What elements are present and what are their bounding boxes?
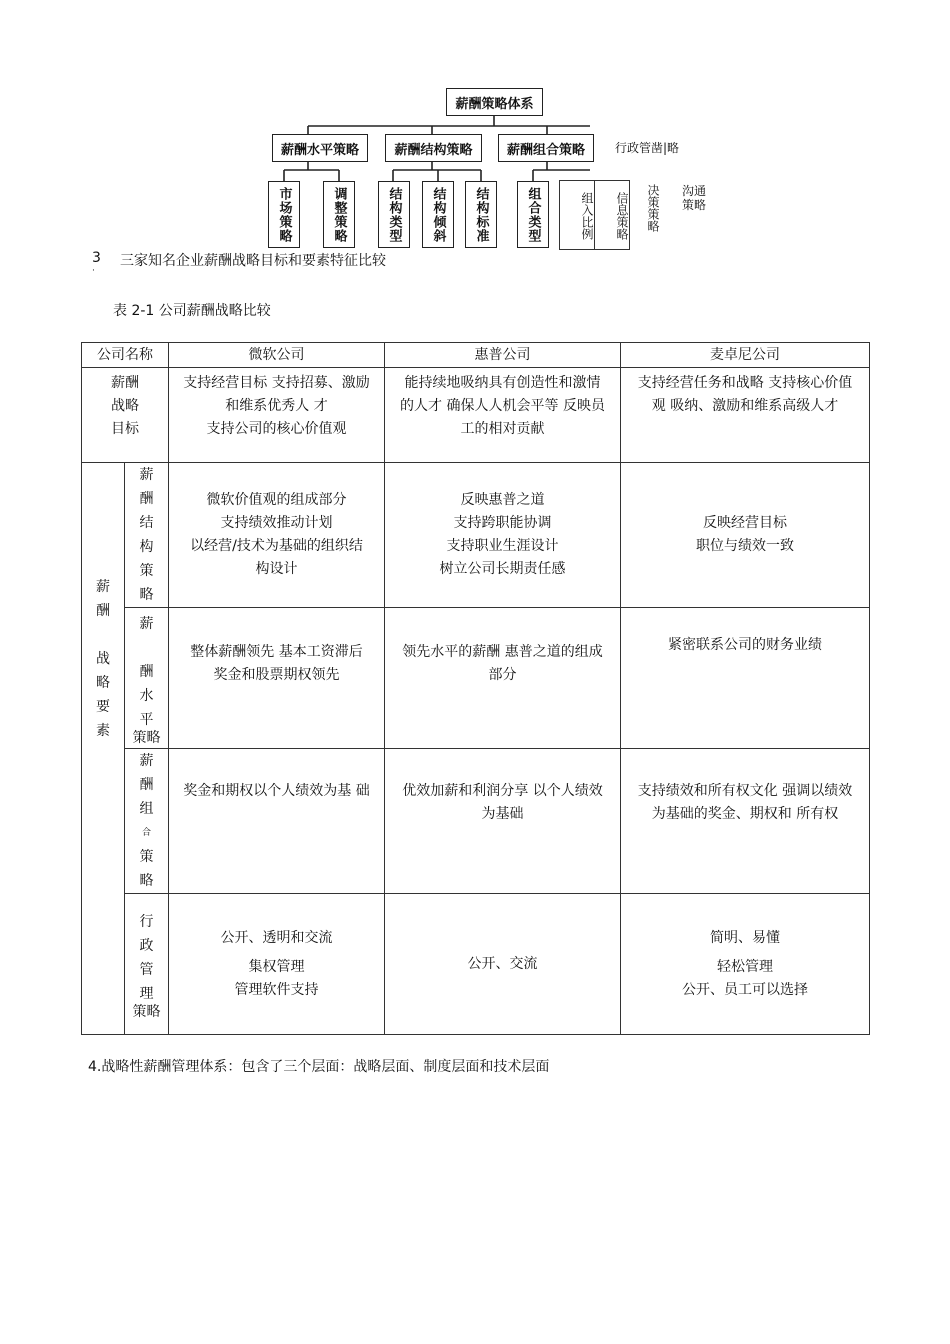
leaf-decision-strategy: 决策策略 — [646, 184, 660, 232]
root-node: 薪酬策略体系 — [446, 88, 543, 116]
cell-line: 支持经营目标 支持招募、激励 — [183, 375, 370, 391]
combo-cell-mckinsey — [621, 749, 870, 894]
admin-cell-mckinsey — [621, 894, 870, 1035]
level-cell-mckinsey — [621, 608, 870, 749]
goal-cell-microsoft — [169, 368, 385, 463]
elements-char: 酬 — [96, 602, 110, 619]
sub-char: 酬 — [139, 663, 154, 680]
cell-line: 为基础 — [481, 806, 524, 822]
level-cell-hp — [385, 608, 621, 749]
cell-line: 优效加薪和利润分享 以个人绩效 — [402, 783, 603, 799]
cell-line: 微软价值观的组成部分 — [206, 492, 347, 508]
cell-line: 观 吸纳、激励和维系高级人才 — [651, 398, 839, 414]
sub-char: 酬 — [139, 491, 154, 507]
combo-row — [82, 749, 870, 894]
goal-cell-mckinsey — [621, 368, 870, 463]
cell-line: 轻松管理 — [717, 958, 773, 975]
cell-line: 紧密联系公司的财务业绩 — [668, 637, 822, 653]
structure-cell-hp — [385, 463, 621, 608]
cell-line: 职位与绩效一致 — [696, 538, 794, 554]
admin-sub-label — [125, 894, 169, 1035]
goal-cell-hp — [385, 368, 621, 463]
sub-char: 结 — [139, 515, 154, 531]
sub-char: 合 — [141, 828, 151, 838]
level-row — [82, 608, 870, 749]
elements-char: 战 — [96, 650, 110, 667]
sub-char: 构 — [139, 539, 154, 555]
cell-line: 公开、员工可以选择 — [682, 981, 808, 998]
admin-cell-hp — [385, 894, 621, 1035]
cell-line: 支持职业生涯设计 — [446, 538, 559, 554]
sub-char: 略 — [139, 587, 154, 603]
cell-line: 奖金和期权以个人绩效为基 础 — [183, 783, 370, 799]
leaf-structure-type: 结构类型 — [378, 181, 410, 248]
sub-char: 组 — [139, 801, 154, 817]
header-hp: 惠普公司 — [385, 343, 621, 368]
section3-dot: · — [92, 266, 95, 276]
sub-char: 薪 — [139, 615, 154, 632]
elements-char: 要 — [96, 698, 110, 715]
sub-char: 策 — [139, 563, 154, 579]
node-structure-strategy: 薪酬结构策略 — [385, 134, 482, 162]
structure-row — [82, 463, 870, 608]
sub-char: 策略 — [132, 1003, 161, 1020]
elements-char — [83, 623, 123, 647]
leaf-combo-ratio: 组入比例 — [559, 180, 595, 250]
leaf-structure-tilt: 结构倾斜 — [422, 181, 454, 248]
sub-char: 酬 — [139, 777, 154, 793]
leaf-market-strategy: 市场策略 — [268, 181, 300, 248]
combo-sub-label — [125, 749, 169, 894]
cell-line: 奖金和股票期权领先 — [213, 667, 340, 683]
node-admin-strategy: 行政管凿|略 — [615, 141, 680, 155]
cell-line: 为基础的奖金、期权和 所有权 — [651, 806, 839, 822]
sub-char: 水 — [139, 687, 154, 704]
sub-char: 平 — [139, 711, 154, 728]
sub-char: 策 — [139, 849, 154, 865]
combo-cell-microsoft — [169, 749, 385, 894]
header-row — [82, 343, 870, 368]
goal-label-line: 战略 — [111, 398, 139, 414]
combo-cell-hp — [385, 749, 621, 894]
cell-line: 公开、交流 — [467, 955, 538, 972]
sub-char: 策略 — [132, 729, 161, 746]
header-mckinsey: 麦卓尼公司 — [621, 343, 870, 368]
sub-char — [126, 636, 167, 660]
cell-line: 树立公司长期责任感 — [439, 561, 566, 577]
section3-title: 三家知名企业薪酬战略目标和要素特征比较 — [120, 253, 386, 269]
structure-cell-mckinsey — [621, 463, 870, 608]
cell-line: 以经营/技术为基础的组织结 — [190, 538, 363, 554]
cell-line: 领先水平的薪酬 惠普之道的组成 — [402, 644, 603, 660]
cell-line: 的人才 确保人人机会平等 反映员 — [400, 398, 605, 414]
header-company-name: 公司名称 — [82, 343, 169, 368]
sub-char: 薪 — [139, 753, 154, 769]
section4-text: 4.战略性薪酬管理体系：包含了三个层面：战略层面、制度层面和技术层面 — [88, 1059, 550, 1075]
level-cell-microsoft — [169, 608, 385, 749]
goal-row — [82, 368, 870, 463]
cell-line: 反映惠普之道 — [460, 492, 545, 508]
cell-line: 支持绩效推动计划 — [220, 515, 333, 531]
admin-row — [82, 894, 870, 1035]
elements-label — [82, 463, 125, 1035]
cell-line: 管理软件支持 — [234, 981, 319, 998]
cell-line: 和维系优秀人 才 — [225, 398, 328, 414]
cell-line: 支持绩效和所有权文化 强调以绩效 — [637, 783, 853, 799]
level-sub-label — [125, 608, 169, 749]
admin-cell-microsoft — [169, 894, 385, 1035]
section3-number: 3 — [92, 250, 101, 266]
node-level-strategy: 薪酬水平策略 — [272, 134, 368, 162]
cell-line: 简明、易懂 — [710, 929, 780, 946]
goal-label-line: 目标 — [111, 421, 139, 437]
sub-char: 管 — [139, 961, 154, 978]
node-combo-strategy: 薪酬组合策略 — [498, 134, 594, 162]
elements-char: 素 — [96, 722, 110, 739]
cell-line: 构设计 — [255, 561, 298, 577]
elements-char: 略 — [96, 674, 110, 691]
cell-line: 工的相对贡献 — [460, 421, 545, 437]
cell-line: 能持续地吸纳具有创造性和激情 — [404, 375, 601, 391]
cell-line: 整体薪酬领先 基本工资滞后 — [190, 644, 363, 660]
leaf-info-strategy: 信息策略 — [594, 180, 630, 250]
goal-label — [82, 368, 169, 463]
goal-label-line: 薪酬 — [111, 375, 139, 391]
leaf-communication-strategy: 沟通策略 — [682, 184, 707, 212]
sub-char: 行 — [139, 913, 154, 930]
sub-char: 薪 — [139, 467, 154, 483]
cell-line: 部分 — [488, 667, 517, 683]
structure-cell-microsoft — [169, 463, 385, 608]
sub-char: 理 — [139, 985, 154, 1002]
sub-char: 政 — [139, 937, 154, 954]
structure-sub-label — [125, 463, 169, 608]
table-caption: 表 2-1 公司薪酬战略比较 — [113, 303, 271, 319]
header-microsoft: 微软公司 — [169, 343, 385, 368]
leaf-adjust-strategy: 调整策略 — [323, 181, 355, 248]
cell-line: 支持跨职能协调 — [453, 515, 552, 531]
cell-line: 支持公司的核心价值观 — [206, 421, 347, 437]
comparison-table — [81, 342, 870, 1035]
cell-line: 反映经营目标 — [703, 515, 787, 531]
elements-char: 薪 — [96, 578, 110, 595]
sub-char: 略 — [139, 873, 154, 889]
cell-line: 公开、透明和交流 — [220, 929, 333, 946]
cell-line: 支持经营任务和战略 支持核心价值 — [637, 375, 853, 391]
cell-line: 集权管理 — [248, 958, 305, 975]
leaf-combo-type: 组合类型 — [517, 181, 549, 248]
leaf-structure-standard: 结构标准 — [465, 181, 497, 248]
